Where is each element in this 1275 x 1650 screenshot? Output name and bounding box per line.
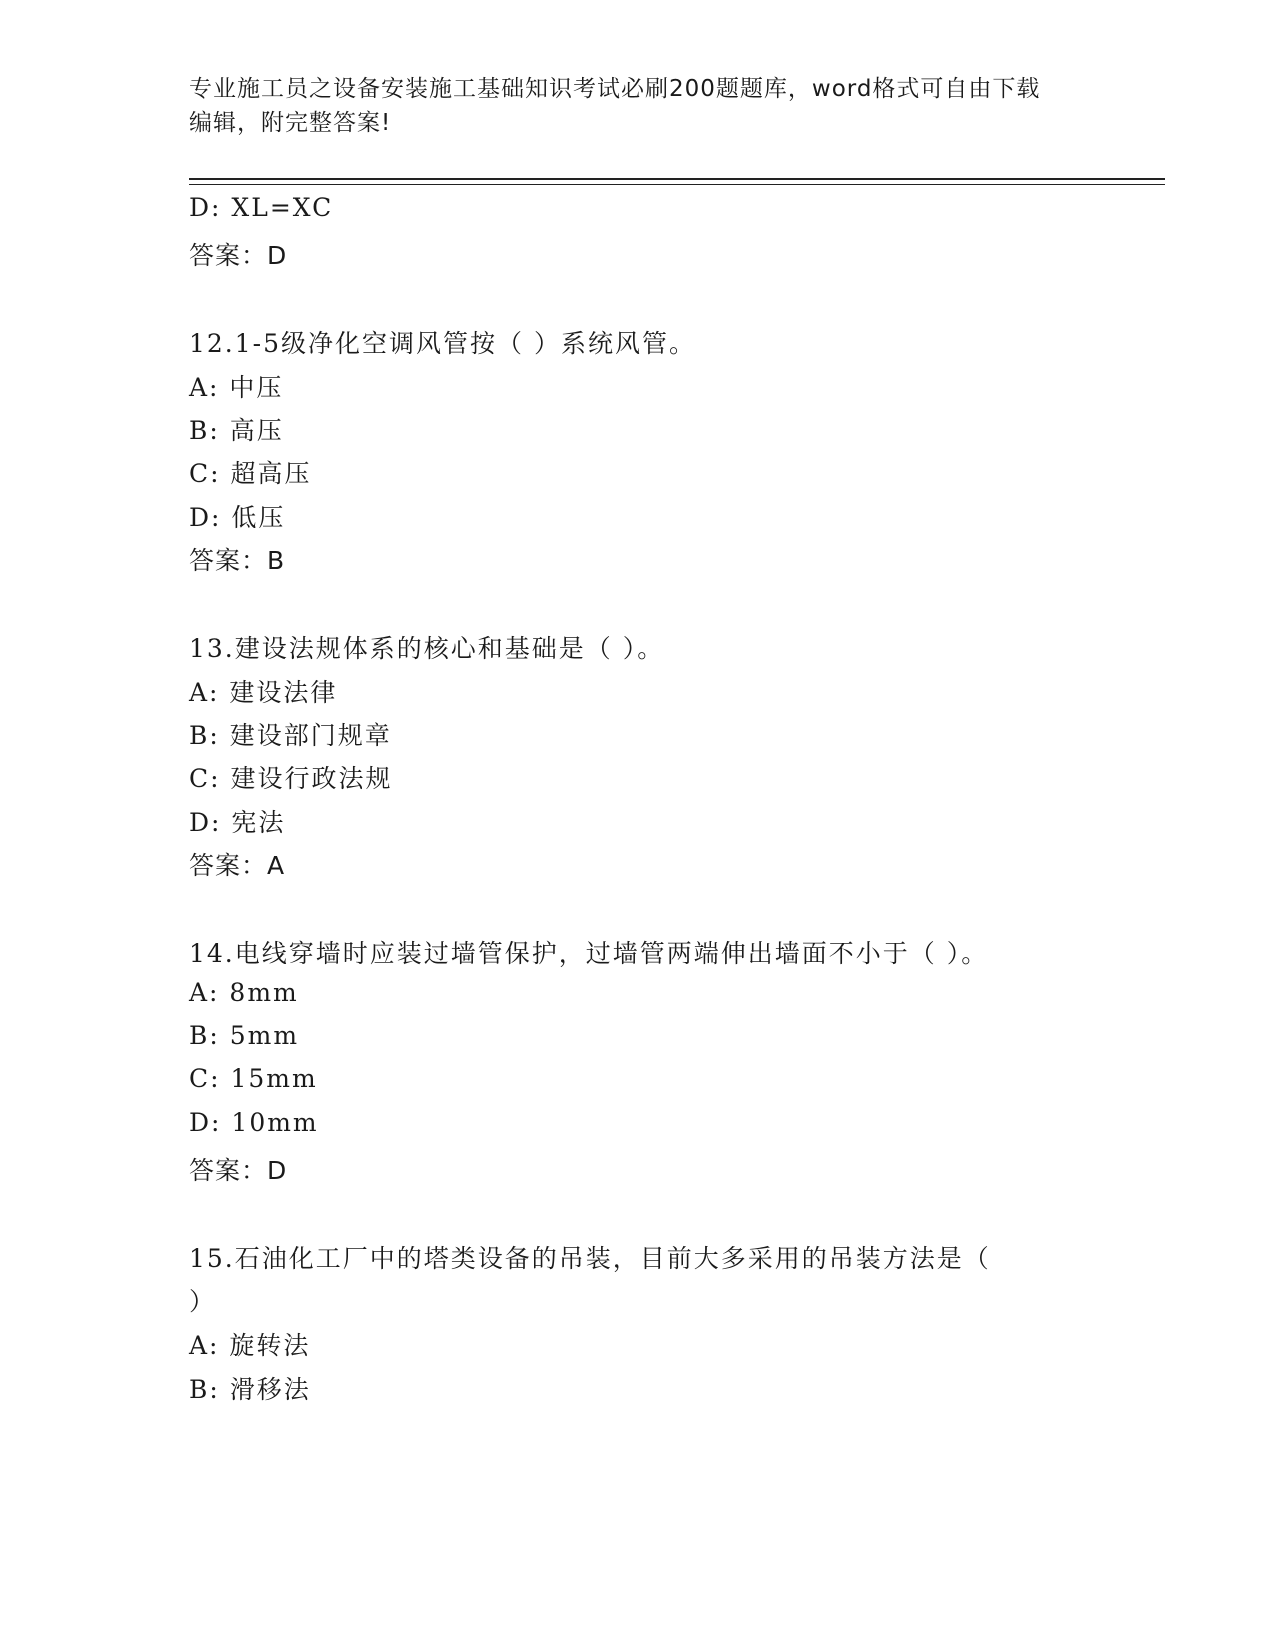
header-line-1: 专业施工员之设备安装施工基础知识考试必刷200题题库，word格式可自由下载 bbox=[189, 76, 1041, 102]
answer-line: 答案：D bbox=[189, 241, 288, 270]
option-line: A: 旋转法 bbox=[189, 1331, 311, 1360]
header-divider-thick bbox=[189, 178, 1165, 180]
option-line: A: 中压 bbox=[189, 373, 284, 402]
question-line: 12.1-5级净化空调风管按（ ）系统风管。 bbox=[189, 329, 696, 358]
option-line: A: 建设法律 bbox=[189, 678, 338, 707]
option-line: C: 超高压 bbox=[189, 459, 312, 488]
option-line: A: 8mm bbox=[189, 978, 299, 1007]
answer-line: 答案：B bbox=[189, 546, 286, 575]
answer-line: 答案：D bbox=[189, 1156, 288, 1185]
option-line: D: 低压 bbox=[189, 503, 286, 532]
document-header bbox=[189, 72, 1089, 140]
option-line: B: 滑移法 bbox=[189, 1375, 311, 1404]
option-line: B: 5mm bbox=[189, 1021, 300, 1050]
question-line-continued: ） bbox=[189, 1287, 217, 1316]
option-line: D: XL=XC bbox=[189, 193, 334, 222]
header-divider-thin bbox=[189, 184, 1165, 185]
question-line: 15.石油化工厂中的塔类设备的吊装，目前大多采用的吊装方法是（ bbox=[189, 1244, 991, 1273]
option-line: C: 15mm bbox=[189, 1064, 318, 1093]
option-line: B: 高压 bbox=[189, 416, 284, 445]
question-line: 13.建设法规体系的核心和基础是（ ）。 bbox=[189, 634, 665, 663]
answer-line: 答案：A bbox=[189, 851, 286, 880]
header-line-2: 编辑，附完整答案! bbox=[189, 110, 392, 136]
option-line: C: 建设行政法规 bbox=[189, 764, 393, 793]
option-line: B: 建设部门规章 bbox=[189, 721, 392, 750]
option-line: D: 宪法 bbox=[189, 808, 286, 837]
option-line: D: 10mm bbox=[189, 1108, 319, 1137]
question-line: 14.电线穿墙时应装过墙管保护，过墙管两端伸出墙面不小于（ ）。 bbox=[189, 939, 989, 968]
